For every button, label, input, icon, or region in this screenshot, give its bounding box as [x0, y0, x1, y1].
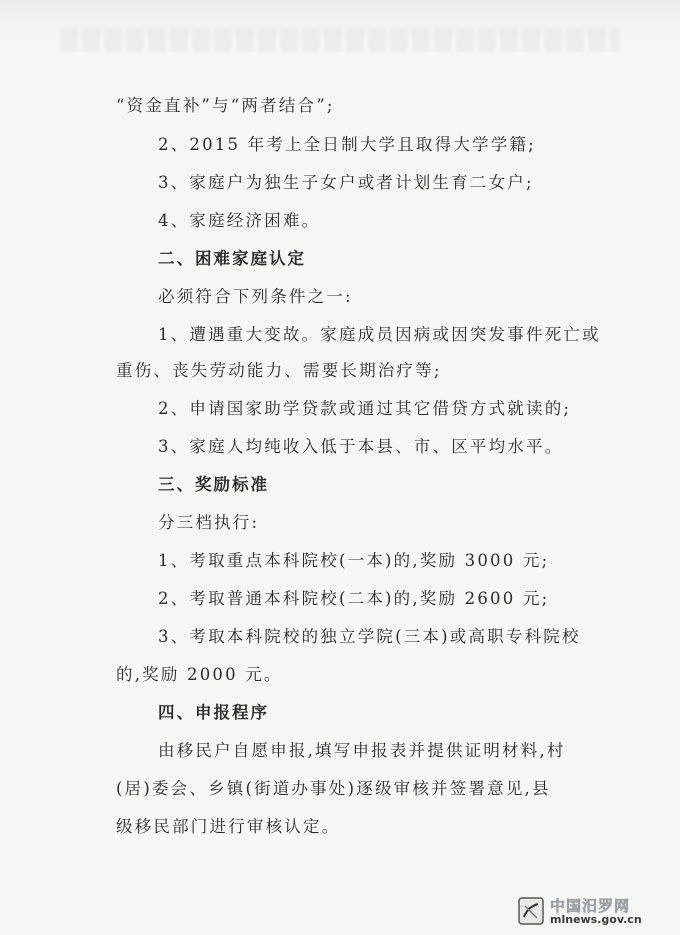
text-line-6: 必须符合下列条件之一:: [158, 287, 353, 306]
text-line-7: 1、遭遇重大变故。家庭成员因病或因突发事件死亡或: [158, 325, 601, 344]
watermark-title: 中国汨罗网: [550, 897, 631, 915]
site-watermark: [518, 895, 668, 929]
text-line-13: 1、考取重点本科院校(一本)的,奖励 3000 元;: [158, 551, 550, 570]
watermark-url: mlnews.gov.cn: [550, 913, 642, 926]
site-logo-icon: [518, 897, 544, 925]
text-line-18: 由移民户自愿申报,填写申报表并提供证明材料,村: [158, 741, 566, 760]
section-heading-4: 四、申报程序: [158, 703, 269, 722]
text-line-4: 4、家庭经济困难。: [158, 211, 321, 230]
section-heading-2: 二、困难家庭认定: [158, 249, 306, 268]
text-line-9: 2、申请国家助学贷款或通过其它借贷方式就读的;: [158, 399, 572, 418]
text-line-16: 的,奖励 2000 元。: [116, 665, 283, 684]
text-line-3: 3、家庭户为独生子女户或者计划生育二女户;: [158, 173, 534, 192]
text-line-19: (居)委会、乡镇(街道办事处)逐级审核并签署意见,县: [116, 779, 551, 798]
text-line-15: 3、考取本科院校的独立学院(三本)或高职专科院校: [158, 627, 581, 646]
text-line-14: 2、考取普通本科院校(二本)的,奖励 2600 元;: [158, 589, 550, 608]
section-heading-3: 三、奖励标准: [158, 475, 269, 494]
text-line-8: 重伤、丧失劳动能力、需要长期治疗等;: [116, 361, 442, 380]
text-line-2: 2、2015 年考上全日制大学且取得大学学籍;: [158, 135, 536, 154]
bleed-through-shadow: [60, 28, 620, 52]
text-line-12: 分三档执行:: [158, 513, 260, 532]
text-line-10: 3、家庭人均纯收入低于本县、市、区平均水平。: [158, 437, 564, 456]
text-line-20: 级移民部门进行审核认定。: [116, 817, 341, 836]
text-line-1: “资金直补”与“两者结合”;: [116, 96, 335, 115]
